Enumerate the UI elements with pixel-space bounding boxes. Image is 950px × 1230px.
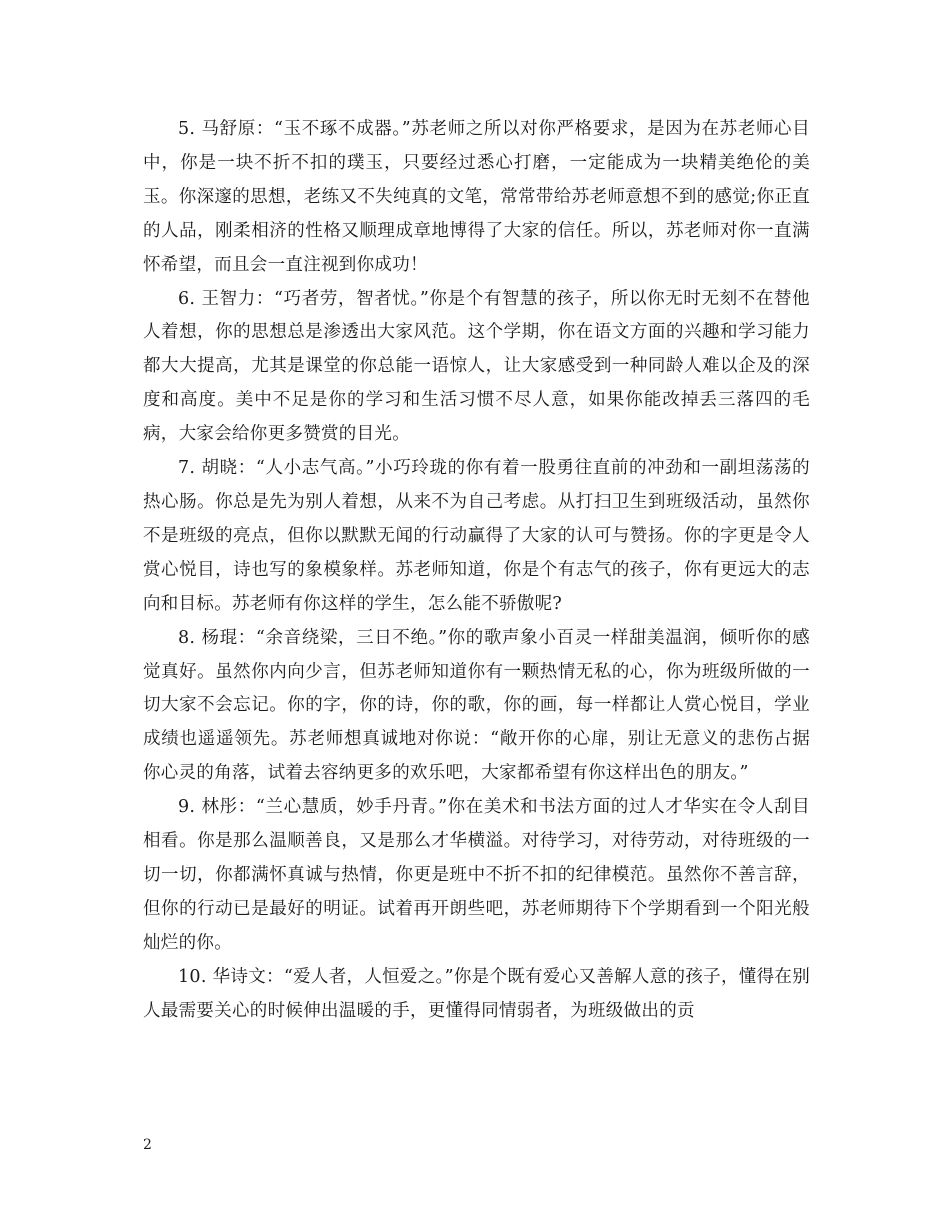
paragraph-7: 7. 胡晓：“人小志气高。”小巧玲珑的你有着一股勇往直前的冲劲和一副坦荡荡的热心肠。你总是先为别人着想，从来不为自己考虑。从打扫卫生到班级活动，虽然你不是班级的亮点，但你以默默无闻的行动赢得了大家的认可与赞扬。你的字更是令人赏心悦目，诗也写的象模象样。苏老师知道，你是个有志气的孩子，你有更远大的志向和目标。苏老师有你这样的学生，怎么能不骄傲呢? [143,458,810,614]
paragraph-8: 8. 杨琨：“余音绕梁，三日不绝。”你的歌声象小百灵一样甜美温润，倾听你的感觉真好。虽然你内向少言，但苏老师知道你有一颗热情无私的心，你为班级所做的一切大家不会忘记。你的字，你的诗，你的歌，你的画，每一样都让人赏心悦目，学业成绩也遥遥领先。苏老师想真诚地对你说：“敞开你的心扉，别让无意义的悲伤占据你心灵的角落，试着去容纳更多的欢乐吧，大家都希望有你这样出色的朋友。” [143,627,810,784]
paragraph-5: 5. 马舒原：“玉不琢不成器。”苏老师之所以对你严格要求，是因为在苏老师心目中，你是一块不折不扣的璞玉，只要经过悉心打磨，一定能成为一块精美绝伦的美玉。你深邃的思想，老练又不失纯真的文笔，常常带给苏老师意想不到的感觉;你正直的人品，刚柔相济的性格又顺理成章地博得了大家的信任。所以，苏老师对你一直满怀希望，而且会一直注视到你成功！ [143,119,810,275]
page-number: 2 [143,1137,152,1153]
paragraph-9: 9. 林彤：“兰心慧质，妙手丹青。”你在美术和书法方面的过人才华实在令人刮目相看。你是那么温顺善良，又是那么才华横溢。对待学习，对待劳动，对待班级的一切一切，你都满怀真诚与热情，你更是班中不折不扣的纪律模范。虽然你不善言辞，但你的行动已是最好的明证。试着再开朗些吧，苏老师期待下个学期看到一个阳光般灿烂的你。 [143,797,810,953]
paragraph-10: 10. 华诗文：“爱人者，人恒爱之。”你是个既有爱心又善解人意的孩子，懂得在别人最需要关心的时候伸出温暖的手，更懂得同情弱者，为班级做出的贡 [143,966,810,1021]
paragraph-6: 6. 王智力：“巧者劳，智者忧。”你是个有智慧的孩子，所以你无时无刻不在替他人着想，你的思想总是渗透出大家风范。这个学期，你在语文方面的兴趣和学习能力都大大提高，尤其是课堂的你总能一语惊人，让大家感受到一种同龄人难以企及的深度和高度。美中不足是你的学习和生活习惯不尽人意，如果你能改掉丢三落四的毛病，大家会给你更多赞赏的目光。 [143,288,810,445]
document-body [143,113,810,1028]
